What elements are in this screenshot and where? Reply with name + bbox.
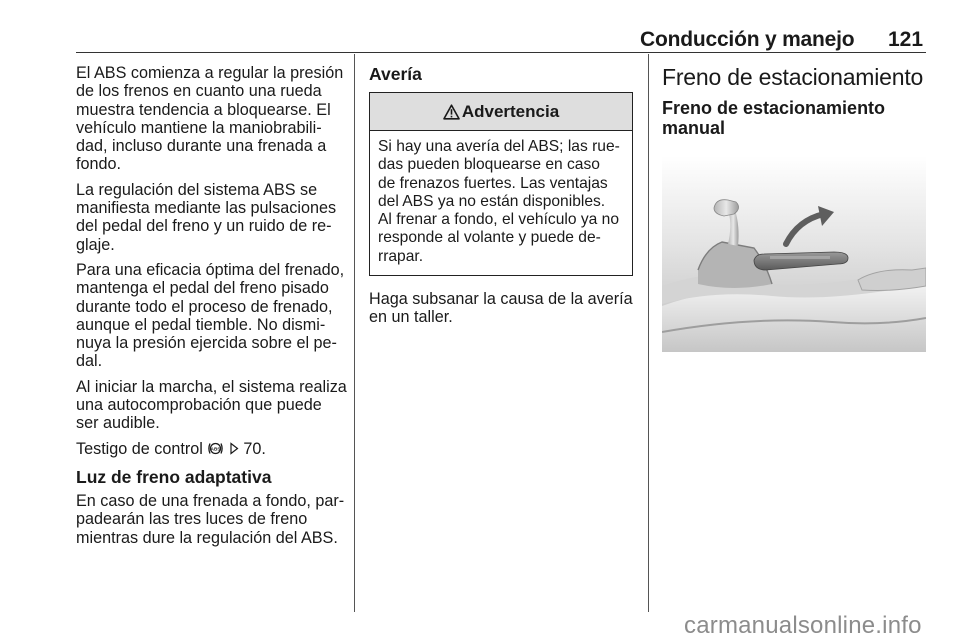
watermark: carmanualsonline.info: [684, 612, 922, 639]
paragraph-adaptive-brake-light: En caso de una frenada a fondo, par- padearán las tres luces de freno mientras dure la regulación del ABS.: [76, 491, 345, 547]
paragraph-braking-efficiency: Para una eficacia óptima del frenado, mantenga el pedal del freno pisado durante todo el proceso de frenado, aunque el pedal tiemble. No dismi- nuya la presión ejercida sobre el pe- dal.: [76, 260, 345, 371]
control-indicator-reference: Testigo de control ABS 70.: [76, 439, 266, 458]
paragraph-repair: Haga subsanar la causa de la avería en un taller.: [369, 290, 633, 327]
paragraph-abs-regulation: El ABS comienza a regular la presión de los frenos en cuanto una rueda muestra tendencia a bloquearse. El vehículo mantiene la maniobrabili- dad, incluso durante una frenada a fondo.: [76, 64, 344, 174]
column-right: [662, 64, 926, 138]
heading-adaptive-brake-light: Luz de freno adaptativa: [76, 466, 272, 487]
heading-parking-brake: Freno de estacionamiento: [662, 64, 924, 90]
abs-warning-icon: [207, 441, 224, 456]
page-reference-icon: [229, 442, 239, 455]
column-divider: [648, 54, 649, 612]
warning-triangle-icon: [443, 104, 460, 120]
paragraph-abs-pulses: La regulación del sistema ABS se manifiesta mediante las pulsaciones del pedal del freno y un ruido de re- glaje.: [76, 180, 337, 254]
paragraph-self-test: Al iniciar la marcha, el sistema realiza una autocomprobación que puede ser audible.: [76, 377, 347, 433]
warning-body: [370, 131, 632, 275]
header-rule: [76, 52, 926, 53]
column-divider: [354, 54, 355, 612]
column-left: [76, 64, 348, 554]
section-title: Conducción y manejo: [640, 28, 855, 51]
column-middle: [369, 64, 637, 334]
svg-text:ABS: ABS: [211, 446, 221, 452]
warning-header: [370, 93, 632, 131]
parking-brake-illustration: [662, 156, 926, 352]
warning-text: Si hay una avería del ABS; las rue- das pueden bloquearse en caso de frenazos fuertes. Las ventajas del ABS ya no están disponibles. Al frenar a fondo, el vehículo ya no responde al volante y puede de- rrapar.: [378, 138, 620, 265]
page-number: 121: [888, 28, 924, 51]
warning-title: Advertencia: [461, 102, 560, 121]
subheading-manual-parking-brake: Freno de estacionamiento manual: [662, 98, 886, 138]
heading-fault: Avería: [369, 64, 422, 84]
warning-box: [369, 92, 633, 276]
